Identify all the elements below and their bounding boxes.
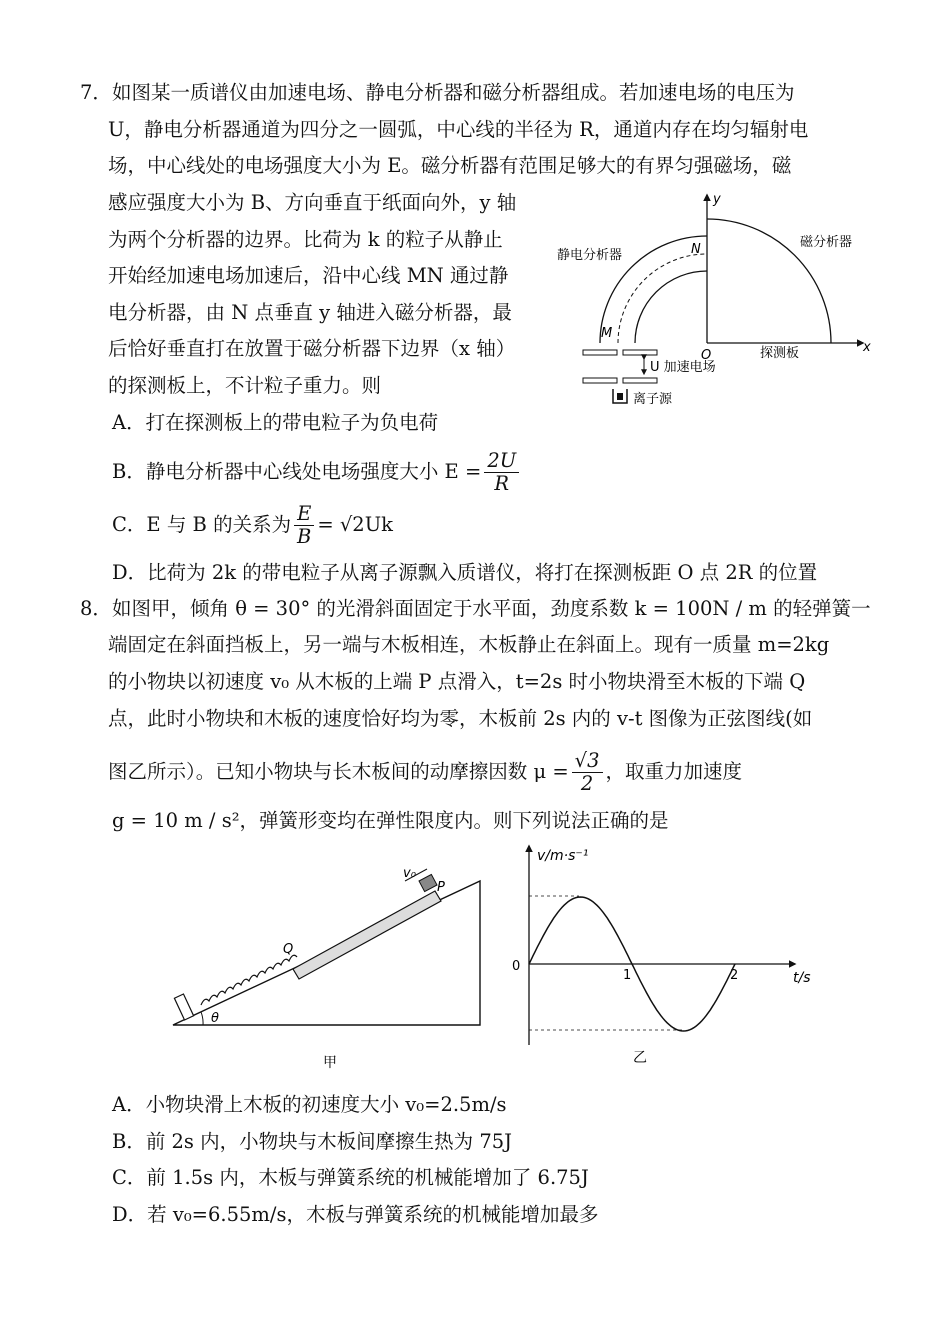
y-axis-label: y	[713, 192, 721, 207]
accel-plate-top-right	[623, 350, 657, 355]
theta-arc	[201, 1012, 203, 1025]
point-m-label: M	[601, 326, 613, 341]
q7-option-c-prefix: C．E 与 B 的关系为	[112, 513, 292, 536]
electrostatic-inner-arc	[635, 271, 707, 343]
vt-x-label: t/s	[793, 970, 811, 986]
q8-option-a: A．小物块滑上木板的初速度大小 v₀=2.5m/s	[112, 1093, 507, 1116]
q7-option-b	[112, 450, 522, 495]
q8-line-6: g = 10 m / s²，弹簧形变均在弹性限度内。则下列说法正确的是	[112, 809, 669, 832]
caption-yi: 乙	[633, 1050, 647, 1066]
q8-line-1: 如图甲，倾角 θ = 30° 的光滑斜面固定于水平面，劲度系数 k = 100N / m 的轻弹簧一	[112, 597, 871, 620]
q7-figure-mass-spectrometer	[555, 185, 885, 410]
point-q-label: Q	[283, 942, 294, 957]
vt-tick-2: 2	[730, 968, 739, 983]
q7-line-3: 场，中心线处的电场强度大小为 E。磁分析器有范围足够大的有界匀强磁场，磁	[108, 154, 792, 177]
q8-number: 8．	[80, 597, 112, 620]
q7-line-2: U，静电分析器通道为四分之一圆弧，中心线的半径为 R，通道内存在均匀辐射电	[108, 118, 809, 141]
detector-label: 探测板	[760, 346, 800, 361]
q7-number: 7．	[80, 81, 112, 104]
q7-line-5: 为两个分析器的边界。比荷为 k 的粒子从静止	[108, 228, 503, 251]
q7-line-1: 如图某一质谱仪由加速电场、静电分析器和磁分析器组成。若加速电场的电压为	[112, 81, 795, 104]
vt-y-label: v/m·s⁻¹	[537, 848, 589, 864]
q7-option-a: A．打在探测板上的带电粒子为负电荷	[112, 411, 439, 434]
q8-option-b: B．前 2s 内，小物块与木板间摩擦生热为 75J	[112, 1130, 512, 1153]
stopper	[174, 994, 193, 1020]
q7-line-6: 开始经加速电场加速后，沿中心线 MN 通过静	[108, 264, 509, 287]
point-p-label: P	[437, 880, 445, 895]
q7-option-c-suffix: = √2Uk	[317, 513, 393, 536]
q8-figure-vt-graph	[505, 840, 825, 1075]
q7-line-7: 电分析器，由 N 点垂直 y 轴进入磁分析器，最	[108, 301, 512, 324]
q8-line-2: 端固定在斜面挡板上，另一端与木板相连，木板静止在斜面上。现有一质量 m=2kg	[108, 633, 830, 656]
theta-label: θ	[211, 1011, 219, 1026]
origin-label: O	[701, 348, 712, 363]
electrostatic-label: 静电分析器	[557, 248, 623, 263]
q8-option-d: D．若 v₀=6.55m/s，木板与弹簧系统的机械能增加最多	[112, 1203, 599, 1226]
q8-figure-incline	[165, 855, 495, 1075]
q7-line-4: 感应强度大小为 B、方向垂直于纸面向外，y 轴	[108, 191, 517, 214]
q7-line-8: 后恰好垂直打在放置于磁分析器下边界（x 轴）	[108, 337, 516, 360]
q8-mu-fraction: $\frac{√3}{2}$	[572, 750, 603, 795]
accel-plate-bottom-right	[623, 378, 657, 383]
q7-option-b-fraction: $\frac{2U}{R}$	[484, 450, 519, 495]
q8-line-5-prefix: 图乙所示）。已知小物块与长木板间的动摩擦因数 μ =	[108, 760, 569, 783]
accel-plate-top-left	[583, 350, 617, 355]
v0-label: v₀	[403, 866, 416, 881]
point-n-label: N	[691, 242, 701, 257]
accel-label: U 加速电场	[650, 360, 716, 375]
q8-line-4: 点，此时小物块和木板的速度恰好均为零，木板前 2s 内的 v-t 图像为正弦图线(如	[108, 707, 813, 730]
vt-tick-1: 1	[623, 968, 632, 983]
q8-line-3: 的小物块以初速度 v₀ 从木板的上端 P 点滑入，t=2s 时小物块滑至木板的下端 Q	[108, 670, 806, 693]
q7-option-d: D．比荷为 2k 的带电粒子从离子源飘入质谱仪，将打在探测板距 O 点 2R 的位置	[112, 561, 818, 584]
block-p	[419, 874, 437, 891]
q7-option-c	[112, 503, 393, 548]
ion-source-label: 离子源	[633, 392, 673, 407]
q8-line-5	[108, 750, 742, 795]
q7-line-9: 的探测板上，不计粒子重力。则	[108, 374, 382, 397]
q8-line-5-suffix: ，取重力加速度	[605, 760, 743, 783]
accel-plate-bottom-left	[583, 378, 617, 383]
x-axis-label: x	[863, 340, 871, 355]
q7-option-c-fraction: $\frac{E}{B}$	[294, 503, 314, 548]
board	[293, 891, 441, 979]
vt-origin-label: 0	[512, 959, 521, 974]
spring	[201, 955, 297, 1005]
q7-option-b-prefix: B．静电分析器中心线处电场强度大小 E =	[112, 460, 482, 483]
magnetic-label: 磁分析器	[800, 235, 853, 250]
caption-jia: 甲	[323, 1055, 337, 1071]
q8-option-c: C．前 1.5s 内，木板与弹簧系统的机械能增加了 6.75J	[112, 1166, 589, 1189]
